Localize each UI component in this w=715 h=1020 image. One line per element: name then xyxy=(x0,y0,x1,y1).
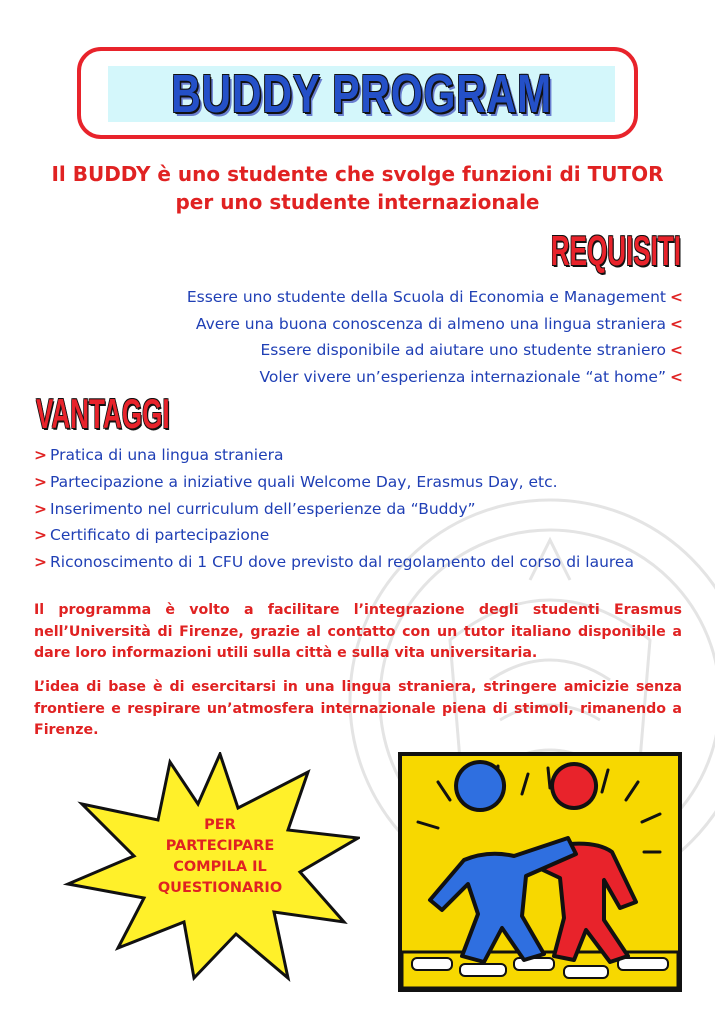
cta-line-1: PER xyxy=(204,817,236,833)
list-item xyxy=(34,469,694,496)
chevron-right-icon: > xyxy=(34,553,47,572)
vantaggi-item-text: Inserimento nel curriculum dell’esperienze da “Buddy” xyxy=(50,499,476,518)
requisiti-heading: REQUISITI xyxy=(550,227,681,274)
list-item xyxy=(63,311,683,338)
chevron-right-icon: > xyxy=(34,446,47,464)
vantaggi-item-text: Pratica di una lingua straniera xyxy=(50,446,284,464)
list-item xyxy=(63,364,683,391)
title-frame xyxy=(77,47,638,139)
vantaggi-item-text: Riconoscimento di 1 CFU dove previsto dal regolamento del corso di laurea xyxy=(50,553,634,572)
subtitle-line-1: Il BUDDY è uno studente che svolge funzioni di TUTOR xyxy=(51,162,664,186)
requisiti-item-text: Avere una buona conoscenza di almeno una lingua straniera xyxy=(195,314,666,333)
chevron-right-icon: > xyxy=(34,472,47,491)
subtitle xyxy=(0,160,715,216)
list-item xyxy=(34,496,694,523)
list-item xyxy=(63,284,683,311)
chevron-left-icon: < xyxy=(670,314,683,333)
cta-line-4: QUESTIONARIO xyxy=(157,880,283,896)
requisiti-list xyxy=(63,284,683,390)
cta-line-3: COMPILA IL xyxy=(173,859,267,875)
requisiti-item-text: Voler vivere un’esperienza internazionale “at home” xyxy=(259,367,666,386)
chevron-right-icon: > xyxy=(34,526,47,545)
list-item xyxy=(34,442,694,469)
requisiti-item-text: Essere disponibile ad aiutare uno studente straniero xyxy=(260,341,666,359)
two-friends-embracing-illustration xyxy=(398,752,682,992)
vantaggi-item-text: Certificato di partecipazione xyxy=(50,526,270,545)
cta-line-2: PARTECIPARE xyxy=(165,838,275,854)
page-title: BUDDY PROGRAM xyxy=(171,64,552,124)
description-paragraph-1: Il programma è volto a facilitare l’integrazione degli studenti Erasmus nell’Università di Firenze, grazie al contatto con un tutor italiano disponibile a dare loro informazioni utili sulla città e sulla vita universitaria. xyxy=(34,602,682,661)
participate-call-to-action[interactable] xyxy=(140,815,300,899)
chevron-left-icon: < xyxy=(670,367,683,386)
chevron-left-icon: < xyxy=(670,341,683,359)
requisiti-item-text: Essere uno studente della Scuola di Economia e Management xyxy=(186,288,666,306)
chevron-left-icon: < xyxy=(670,288,683,306)
list-item xyxy=(63,337,683,364)
vantaggi-heading: VANTAGGI xyxy=(36,390,170,437)
vantaggi-list xyxy=(34,442,694,576)
vantaggi-item-text: Partecipazione a iniziative quali Welcome Day, Erasmus Day, etc. xyxy=(50,472,558,491)
chevron-right-icon: > xyxy=(34,499,47,518)
title-banner xyxy=(108,66,615,122)
list-item xyxy=(34,549,694,576)
list-item xyxy=(34,522,694,549)
subtitle-line-2: per uno studente internazionale xyxy=(175,190,540,214)
description-paragraph-2: L’idea di base è di esercitarsi in una lingua straniera, stringere amicizie senza frontiere e respirare un’atmosfera internazionale piena di stimoli, rimanendo a Firenze. xyxy=(34,679,682,738)
